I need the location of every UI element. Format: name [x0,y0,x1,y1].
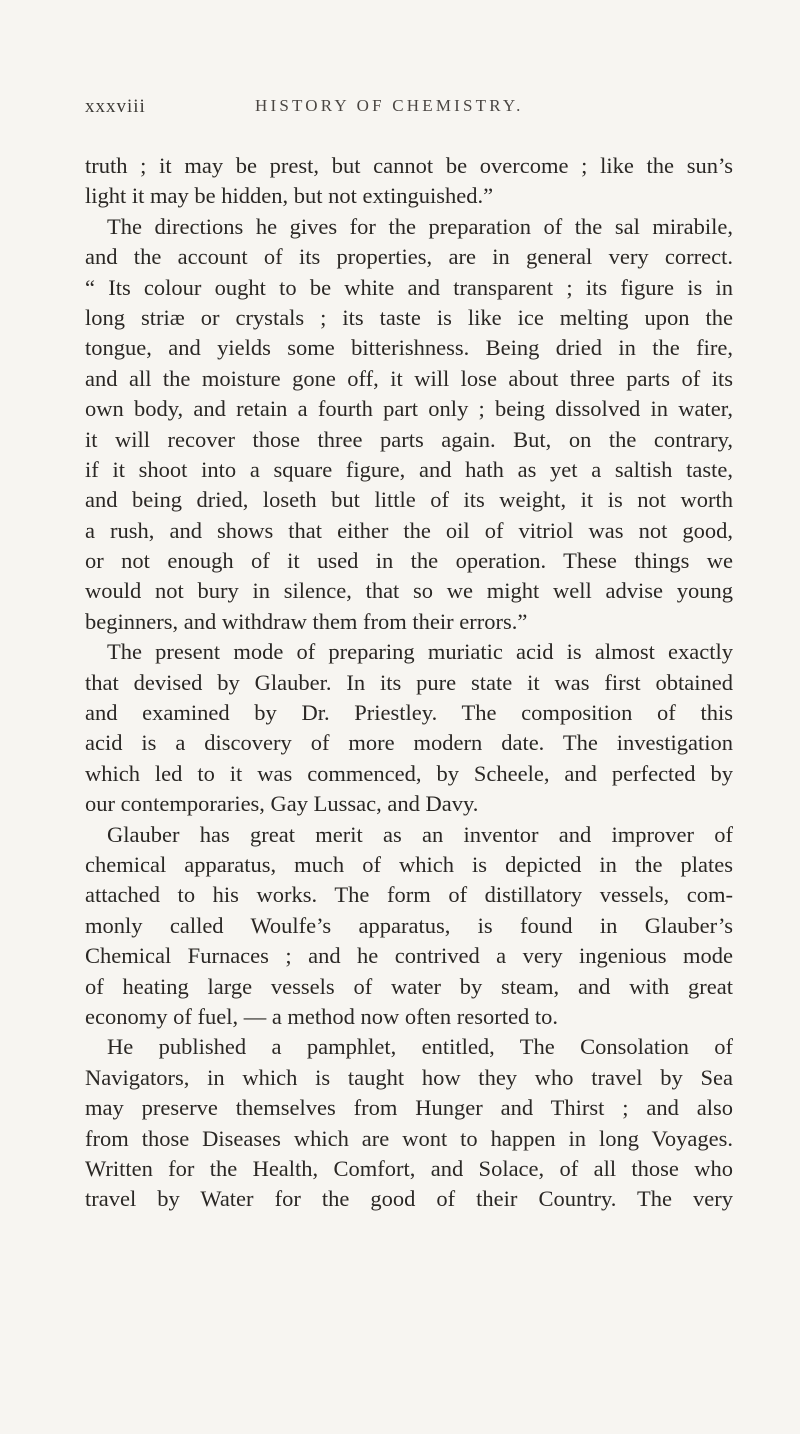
text-line: travel by Water for the good of their Country. The very [85,1186,733,1212]
text-line: from those Diseases which are wont to happen in long Voyages. [85,1125,733,1151]
text-line: own body, and retain a fourth part only ; being dissolved in water, [85,396,733,422]
text-line: Written for the Health, Comfort, and Solace, of all those who [85,1155,733,1181]
text-line: monly called Woulfe’s apparatus, is found in Glauber’s [85,912,733,938]
text-line: “ Its colour ought to be white and transparent ; its figure is in [85,274,733,300]
text-line: that devised by Glauber. In its pure state it was first obtained [85,669,733,695]
text-line: attached to his works. The form of distillatory vessels, com- [85,882,733,908]
text-line: a rush, and shows that either the oil of vitriol was not good, [85,517,733,543]
text-line: Navigators, in which is taught how they who travel by Sea [85,1064,733,1090]
text-line: light it may be hidden, but not extinguished.” [85,183,494,209]
running-title: HISTORY OF CHEMISTRY. [255,96,524,115]
text-line: if it shoot into a square figure, and hath as yet a saltish taste, [85,456,733,482]
text-line: The present mode of preparing muriatic acid is almost exactly [107,639,733,665]
page-number: xxxviii [85,96,146,117]
text-line: our contemporaries, Gay Lussac, and Davy. [85,791,479,817]
text-line: The directions he gives for the preparation of the sal mirabile, [107,213,733,239]
text-line: would not bury in silence, that so we might well advise young [85,578,733,604]
text-line: tongue, and yields some bitterishness. Being dried in the fire, [85,335,733,361]
text-line: He published a pamphlet, entitled, The Consolation of [107,1034,733,1060]
text-line: truth ; it may be prest, but cannot be overcome ; like the sun’s [85,153,733,178]
text-line: acid is a discovery of more modern date. The investigation [85,730,733,756]
body-text [85,151,733,1215]
text-line: and being dried, loseth but little of its weight, it is not worth [85,487,733,513]
text-line: chemical apparatus, much of which is depicted in the plates [85,851,733,877]
text-line: or not enough of it used in the operation. These things we [85,548,733,574]
text-line: may preserve themselves from Hunger and Thirst ; and also [85,1095,733,1121]
text-line: which led to it was commenced, by Scheele, and perfected by [85,760,733,786]
running-head [85,96,725,126]
text-line: it will recover those three parts again. But, on the contrary, [85,426,733,452]
text-line: Glauber has great merit as an inventor and improver of [107,821,733,847]
text-line: economy of fuel, — a method now often resorted to. [85,1003,558,1029]
text-line: of heating large vessels of water by steam, and with great [85,973,733,999]
text-line: beginners, and withdraw them from their errors.” [85,608,528,634]
text-line: Chemical Furnaces ; and he contrived a very ingenious mode [85,943,733,969]
text-line: and the account of its properties, are in general very correct. [85,244,733,270]
text-line: and all the moisture gone off, it will lose about three parts of its [85,365,733,391]
text-line: and examined by Dr. Priestley. The composition of this [85,700,733,726]
text-line: long striæ or crystals ; its taste is like ice melting upon the [85,304,733,330]
